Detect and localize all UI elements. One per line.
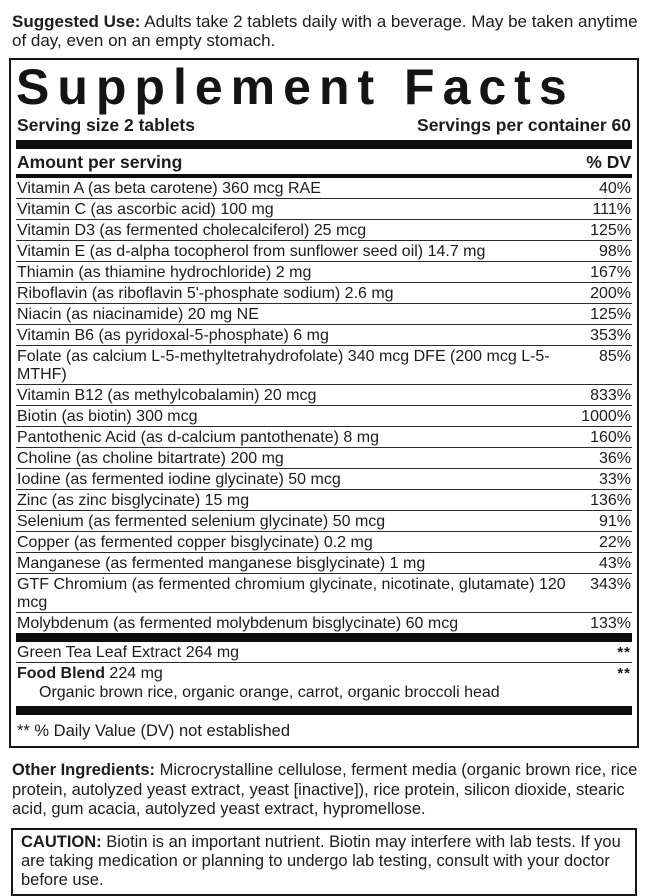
nutrient-row — [16, 304, 632, 325]
food-blend-row — [16, 663, 632, 683]
nutrient-row — [16, 178, 632, 199]
nutrient-row — [16, 613, 632, 633]
nutrient-dv: 1000% — [581, 407, 631, 425]
nutrient-row — [16, 283, 632, 304]
nutrient-row — [16, 448, 632, 469]
nutrient-dv: 33% — [598, 470, 631, 488]
suggested-use-label: Suggested Use: — [12, 12, 141, 31]
nutrient-row — [16, 241, 632, 262]
nutrient-dv: 343% — [590, 575, 631, 593]
divider-bar-mid — [16, 633, 632, 642]
caution-label: CAUTION: — [21, 832, 102, 851]
nutrient-label: Thiamin (as thiamine hydrochloride) 2 mg — [17, 263, 312, 281]
nutrient-dv: 111% — [592, 200, 631, 218]
nutrient-dv: 36% — [598, 449, 631, 467]
amount-per-serving-header: Amount per serving — [17, 152, 183, 172]
supplement-facts-panel — [9, 58, 639, 748]
nutrient-label: GTF Chromium (as fermented chromium glycinate, nicotinate, glutamate) 120 mcg — [17, 575, 566, 611]
caution-box — [11, 828, 637, 896]
nutrient-dv: 125% — [590, 221, 631, 239]
nutrient-label: Molybdenum (as fermented molybdenum bisglycinate) 60 mcg — [17, 614, 459, 632]
nutrient-label: Biotin (as biotin) 300 mcg — [17, 407, 198, 425]
nutrient-label: Copper (as fermented copper bisglycinate) 0.2 mg — [17, 533, 373, 551]
suggested-use — [12, 12, 640, 50]
percent-dv-header: % DV — [586, 152, 631, 172]
nutrient-label: Vitamin B12 (as methylcobalamin) 20 mcg — [17, 386, 317, 404]
food-blend-ingredients: Organic brown rice, organic orange, carrot, organic broccoli head — [39, 684, 500, 701]
nutrient-label: Vitamin E (as d-alpha tocopherol from sunflower seed oil) 14.7 mg — [17, 242, 486, 260]
dv-footnote: ** % Daily Value (DV) not established — [17, 722, 290, 740]
nutrient-label: Riboflavin (as riboflavin 5'-phosphate sodium) 2.6 mg — [17, 284, 394, 302]
nutrient-row — [16, 553, 632, 574]
other-ingredients-text: Microcrystalline cellulose, ferment media (organic brown rice, rice protein, autolyzed yeast extract, yeast [inactive]), rice protein, silicon dioxide, stearic acid, gum acacia, autolyzed yeast extract, hypromellose. — [12, 761, 638, 818]
other-ingredients-label: Other Ingredients: — [12, 761, 156, 779]
serving-row — [16, 113, 632, 140]
nutrient-label: Folate (as calcium L-5-methyltetrahydrofolate) 340 mcg DFE (200 mcg L-5-MTHF) — [17, 347, 550, 383]
nutrient-dv: 98% — [598, 242, 631, 260]
nutrient-row — [16, 262, 632, 283]
nutrient-dv: 200% — [590, 284, 631, 302]
nutrient-label: Vitamin C (as ascorbic acid) 100 mg — [17, 200, 274, 218]
suggested-use-text: Adults take 2 tablets daily with a beverage. May be taken anytime of day, even on an empty stomach. — [12, 12, 638, 50]
extract-dv: ** — [617, 643, 631, 661]
nutrient-row — [16, 220, 632, 241]
nutrient-row — [16, 385, 632, 406]
nutrient-row — [16, 325, 632, 346]
food-blend-label — [17, 665, 163, 683]
column-header-row — [16, 149, 632, 174]
nutrient-dv: 22% — [598, 533, 631, 551]
nutrient-dv: 353% — [590, 326, 631, 344]
nutrient-row — [16, 532, 632, 553]
nutrient-dv: 167% — [590, 263, 631, 281]
extract-row — [16, 642, 632, 663]
nutrient-row — [16, 511, 632, 532]
nutrient-row — [16, 427, 632, 448]
nutrient-table — [16, 178, 632, 633]
caution-text: Biotin is an important nutrient. Biotin may interfere with lab tests. If you are taking medication or planning to undergo lab testing, consult with your doctor before use. — [21, 832, 621, 889]
nutrient-label: Selenium (as fermented selenium glycinate) 50 mcg — [17, 512, 386, 530]
nutrient-row — [16, 574, 632, 613]
nutrient-row — [16, 469, 632, 490]
nutrient-label: Zinc (as zinc bisglycinate) 15 mg — [17, 491, 250, 509]
nutrient-label: Vitamin A (as beta carotene) 360 mcg RAE — [17, 179, 321, 197]
nutrient-dv: 125% — [590, 305, 631, 323]
divider-bar-top — [16, 140, 632, 149]
nutrient-row — [16, 346, 632, 385]
nutrient-dv: 833% — [590, 386, 631, 404]
nutrient-dv: 40% — [598, 179, 631, 197]
nutrient-label: Manganese (as fermented manganese bisglycinate) 1 mg — [17, 554, 426, 572]
divider-bar-bottom — [16, 706, 632, 715]
food-blend-name: Food Blend — [17, 664, 105, 682]
nutrient-label: Pantothenic Acid (as d-calcium pantothenate) 8 mg — [17, 428, 379, 446]
servings-per-container: Servings per container 60 — [417, 115, 631, 135]
nutrient-dv: 136% — [590, 491, 631, 509]
extract-label: Green Tea Leaf Extract 264 mg — [17, 643, 240, 661]
nutrient-dv: 160% — [590, 428, 631, 446]
nutrient-label: Choline (as choline bitartrate) 200 mg — [17, 449, 284, 467]
nutrient-dv: 85% — [598, 347, 631, 365]
nutrient-row — [16, 199, 632, 220]
nutrient-dv: 91% — [598, 512, 631, 530]
other-ingredients — [12, 761, 638, 820]
nutrient-label: Vitamin D3 (as fermented cholecalciferol) 25 mcg — [17, 221, 367, 239]
nutrient-dv: 133% — [590, 614, 631, 632]
food-blend-amount: 224 mg — [104, 664, 163, 682]
nutrient-dv: 43% — [598, 554, 631, 572]
nutrient-label: Niacin (as niacinamide) 20 mg NE — [17, 305, 259, 323]
nutrient-row — [16, 490, 632, 511]
nutrient-label: Iodine (as fermented iodine glycinate) 50 mcg — [17, 470, 341, 488]
serving-size: Serving size 2 tablets — [17, 115, 195, 135]
nutrient-label: Vitamin B6 (as pyridoxal-5-phosphate) 6 mg — [17, 326, 329, 344]
nutrient-row — [16, 406, 632, 427]
panel-title: Supplement Facts — [16, 59, 575, 115]
food-blend-dv: ** — [617, 664, 631, 682]
